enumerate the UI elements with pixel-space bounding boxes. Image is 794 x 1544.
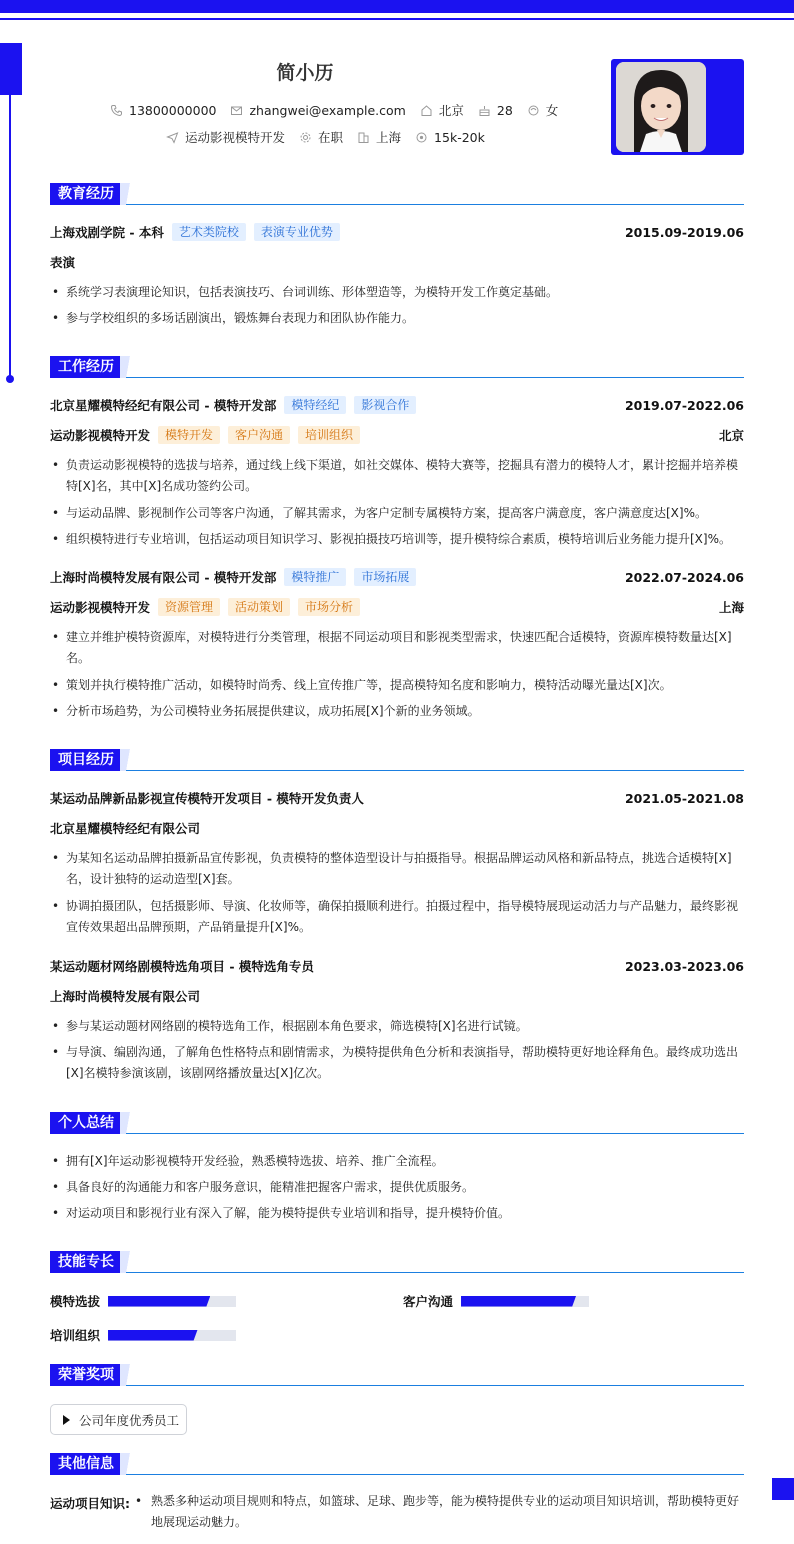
phone-icon xyxy=(110,104,123,117)
section-title-tail xyxy=(120,749,134,771)
project-name: 某运动题材网络剧模特选角项目 - 模特选角专员 xyxy=(50,959,314,974)
profile-photo xyxy=(616,62,706,152)
other-text: • 熟悉多种运动项目规则和特点，如篮球、足球、跑步等，能为模特提供专业的运动项目知识培训，帮助模特更好地展现运动魅力。 xyxy=(133,1491,744,1533)
work-bullet: • 与运动品牌、影视制作公司等客户沟通，了解其需求，为客户定制专属模特方案，提高客户满意度，客户满意度达[X]%。 xyxy=(50,503,744,524)
summary-bullet: • 具备良好的沟通能力和客户服务意识，能精准把握客户需求，提供优质服务。 xyxy=(50,1177,744,1198)
city-text: 北京 xyxy=(438,103,464,118)
gender-item xyxy=(527,101,559,119)
section-title: 个人总结 xyxy=(50,1112,122,1134)
project-bullet: • 与导演、编剧沟通，了解角色性格特点和剧情需求，为模特提供角色分析和表演指导，帮助模特更好地诠释角色。最终成功选出[X]名模特参演该剧，该剧网络播放量达[X]亿次。 xyxy=(50,1042,744,1084)
role-tag: 模特开发 xyxy=(158,426,220,444)
phone-item xyxy=(110,103,216,118)
work-bullet: • 建立并维护模特资源库，对模特进行分类管理，根据不同运动项目和影视类型需求，快速匹配合适模特，资源库模特数量达[X]名。 xyxy=(50,627,744,669)
skill-name: 客户沟通 xyxy=(403,1294,454,1309)
summary-bullet: • 拥有[X]年运动影视模特开发经验，熟悉模特选拔、培养、推广全流程。 xyxy=(50,1151,744,1172)
project-bullet: • 为某知名运动品牌拍摄新品宣传影视，负责模特的整体造型设计与拍摄指导。根据品牌运动风格和新品特点，挑选合适模特[X]名，设计独特的运动造型[X]套。 xyxy=(50,848,744,890)
job-row xyxy=(166,128,499,146)
company-tag: 影视合作 xyxy=(354,396,416,414)
age-item xyxy=(478,103,513,118)
section-title-tail xyxy=(120,1251,134,1273)
cake-icon xyxy=(478,104,491,117)
project-org-row xyxy=(50,819,744,837)
gender-text: 女 xyxy=(545,103,559,118)
resume-name: 简小历 xyxy=(276,62,334,84)
status-item xyxy=(299,128,343,146)
section-title-tail xyxy=(120,1453,134,1475)
work-period: 2019.07-2022.06 xyxy=(624,397,744,413)
section-work xyxy=(50,356,744,378)
top-accent-line xyxy=(0,18,794,20)
project-period: 2023.03-2023.06 xyxy=(624,958,744,974)
project-name: 某运动品牌新品影视宣传模特开发项目 - 模特开发负责人 xyxy=(50,791,364,806)
work-header xyxy=(50,396,744,414)
major: 表演 xyxy=(50,255,76,270)
section-project xyxy=(50,749,744,771)
right-accent-block xyxy=(772,1478,794,1500)
work-city-text: 上海 xyxy=(376,130,402,145)
skill-bar xyxy=(108,1330,236,1341)
company-tag: 模特推广 xyxy=(284,568,346,586)
project-period: 2021.05-2021.08 xyxy=(624,790,744,806)
project-org: 上海时尚模特发展有限公司 xyxy=(50,989,201,1004)
role-tag: 培训组织 xyxy=(298,426,360,444)
award-text: 公司年度优秀员工 xyxy=(79,1412,180,1428)
section-skills xyxy=(50,1251,744,1273)
email-icon xyxy=(230,104,243,117)
work-period: 2022.07-2024.06 xyxy=(624,569,744,585)
education-header xyxy=(50,223,744,241)
salary-item xyxy=(415,130,485,145)
section-title: 其他信息 xyxy=(50,1453,122,1475)
section-title-tail xyxy=(120,1364,134,1386)
project-header xyxy=(50,957,744,975)
role-name: 运动影视模特开发 xyxy=(50,428,151,443)
section-title: 工作经历 xyxy=(50,356,122,378)
email-item xyxy=(230,103,405,118)
company-tag: 市场拓展 xyxy=(354,568,416,586)
section-title-tail xyxy=(120,356,134,378)
email-text: zhangwei@example.com xyxy=(249,102,406,118)
school-tag: 表演专业优势 xyxy=(254,223,340,241)
top-accent-bar xyxy=(0,0,794,13)
skill-bar-fill xyxy=(108,1296,210,1307)
section-title: 项目经历 xyxy=(50,749,122,771)
role-tag: 活动策划 xyxy=(228,598,290,616)
work-city-item xyxy=(357,128,401,146)
project-bullet: • 协调拍摄团队，包括摄影师、导演、化妆师等，确保拍摄顺利进行。拍摄过程中，指导模特展现运动活力与产品魅力，最终影视宣传效果超出品牌预期，产品销量提升[X]%。 xyxy=(50,896,744,938)
gender-icon xyxy=(527,104,540,117)
skill-bar-fill xyxy=(461,1296,576,1307)
contact-row xyxy=(110,101,572,119)
education-period: 2015.09-2019.06 xyxy=(624,224,744,240)
skill-name: 培训组织 xyxy=(50,1328,101,1343)
skill-bar xyxy=(108,1296,236,1307)
section-title-tail xyxy=(120,183,134,205)
send-icon xyxy=(166,131,179,144)
project-header xyxy=(50,789,744,807)
play-triangle-icon xyxy=(63,1415,70,1425)
work-location: 上海 xyxy=(718,600,744,615)
section-summary xyxy=(50,1112,744,1134)
section-education xyxy=(50,183,744,205)
company-name: 上海时尚模特发展有限公司 - 模特开发部 xyxy=(50,570,277,585)
work-role-row xyxy=(50,426,744,444)
section-title: 荣誉奖项 xyxy=(50,1364,122,1386)
skill-bar xyxy=(461,1296,589,1307)
education-major-row xyxy=(50,253,744,271)
role-name: 运动影视模特开发 xyxy=(50,600,151,615)
company-tag: 模特经纪 xyxy=(284,396,346,414)
company-name: 北京星耀模特经纪有限公司 - 模特开发部 xyxy=(50,398,277,413)
education-bullet: • 参与学校组织的多场话剧演出，锻炼舞台表现力和团队协作能力。 xyxy=(50,308,744,329)
work-location: 北京 xyxy=(718,428,744,443)
age-text: 28 xyxy=(496,102,513,118)
work-bullet: • 组织模特进行专业培训，包括运动项目知识学习、影视拍摄技巧培训等，提升模特综合素质，模特培训后业务能力提升[X]%。 xyxy=(50,529,744,550)
status-text: 在职 xyxy=(318,130,344,145)
section-other xyxy=(50,1453,744,1475)
phone-text: 13800000000 xyxy=(129,102,217,118)
skill-item xyxy=(403,1293,589,1309)
work-role-row xyxy=(50,598,744,616)
school-name: 上海戏剧学院 - 本科 xyxy=(50,225,164,240)
job-target-item xyxy=(166,128,285,146)
building-icon xyxy=(357,131,370,144)
city-item xyxy=(420,101,464,119)
project-org: 北京星耀模特经纪有限公司 xyxy=(50,821,201,836)
section-title: 技能专长 xyxy=(50,1251,122,1273)
left-accent-block xyxy=(0,43,22,95)
skill-item xyxy=(50,1293,236,1309)
section-title-tail xyxy=(120,1112,134,1134)
other-label: 运动项目知识: xyxy=(50,1496,130,1511)
location-icon xyxy=(420,104,433,117)
role-tag: 资源管理 xyxy=(158,598,220,616)
work-bullet: • 策划并执行模特推广活动，如模特时尚秀、线上宣传推广等，提高模特知名度和影响力，模特活动曝光量达[X]次。 xyxy=(50,675,744,696)
left-timeline-dot xyxy=(6,375,14,383)
left-timeline-line xyxy=(9,95,11,379)
role-tag: 市场分析 xyxy=(298,598,360,616)
gear-icon xyxy=(299,131,312,144)
skill-name: 模特选拔 xyxy=(50,1294,101,1309)
project-org-row xyxy=(50,987,744,1005)
role-tag: 客户沟通 xyxy=(228,426,290,444)
skill-item xyxy=(50,1327,236,1343)
salary-text: 15k-20k xyxy=(434,129,485,145)
skill-bar-fill xyxy=(108,1330,198,1341)
education-bullet: • 系统学习表演理论知识，包括表演技巧、台词训练、形体塑造等，为模特开发工作奠定基础。 xyxy=(50,282,744,303)
summary-bullet: • 对运动项目和影视行业有深入了解，能为模特提供专业培训和指导，提升模特价值。 xyxy=(50,1203,744,1224)
work-header xyxy=(50,568,744,586)
school-tag: 艺术类院校 xyxy=(172,223,246,241)
money-icon xyxy=(415,131,428,144)
work-bullet: • 负责运动影视模特的选拔与培养，通过线上线下渠道，如社交媒体、模特大赛等，挖掘具有潜力的模特人才，累计挖掘并培养模特[X]名，其中[X]名成功签约公司。 xyxy=(50,455,744,497)
section-title: 教育经历 xyxy=(50,183,122,205)
project-bullet: • 参与某运动题材网络剧的模特选角工作，根据剧本角色要求，筛选模特[X]名进行试镜。 xyxy=(50,1016,744,1037)
work-bullet: • 分析市场趋势，为公司模特业务拓展提供建议，成功拓展[X]个新的业务领域。 xyxy=(50,701,744,722)
job-target-text: 运动影视模特开发 xyxy=(185,130,286,145)
award-item xyxy=(50,1404,187,1435)
section-awards xyxy=(50,1364,744,1386)
